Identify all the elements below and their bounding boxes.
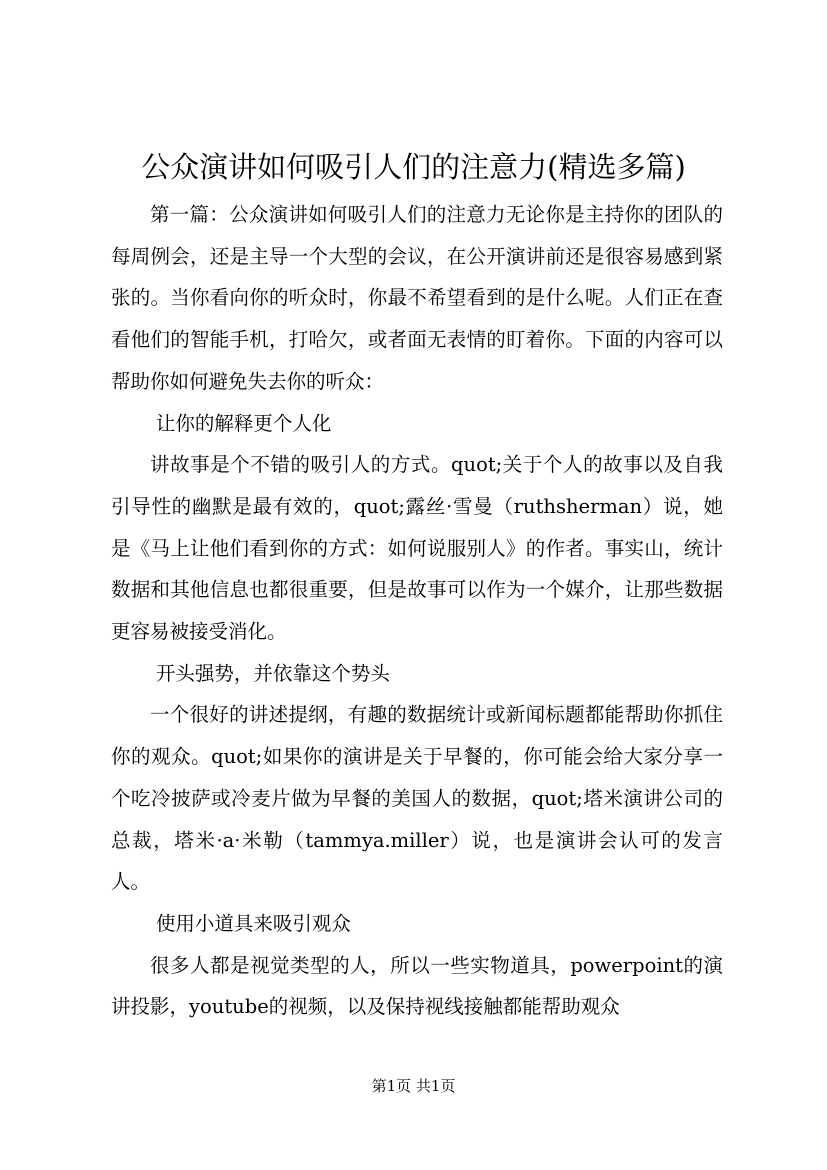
document-body: [111, 194, 723, 1028]
page-footer: 第1页 共1页: [371, 1077, 456, 1095]
section-heading-personalize: 让你的解释更个人化: [155, 411, 332, 435]
document-title: 公众演讲如何吸引人们的注意力(精选多篇): [141, 150, 686, 184]
section-heading-props: 使用小道具来吸引观众: [155, 911, 351, 935]
paragraph-intro: 第一篇：公众演讲如何吸引人们的注意力无论你是主持你的团队的每周例会，还是主导一个大型的会议，在公开演讲前还是很容易感到紧张的。当你看向你的听众时，你最不希望看到的是什么呢。人们正在查看他们的智能手机，打哈欠，或者面无表情的盯着你。下面的内容可以帮助你如何避免失去你的听众：: [111, 203, 723, 393]
section-heading-strong-opening: 开头强势，并依靠这个势头: [155, 661, 390, 685]
paragraph-props: 很多人都是视觉类型的人，所以一些实物道具，powerpoint的演讲投影，youtube的视频，以及保持视线接触都能帮助观众: [111, 953, 723, 1019]
paragraph-storytelling: 讲故事是个不错的吸引人的方式。quot;关于个人的故事以及自我引导性的幽默是最有效的，quot;露丝·雪曼（ruthsherman）说，她是《马上让他们看到你的方式：如何说服别人》的作者。事实山，统计数据和其他信息也都很重要，但是故事可以作为一个媒介，让那些数据更容易被接受消化。: [111, 453, 723, 644]
paragraph-opening: 一个很好的讲述提纲，有趣的数据统计或新闻标题都能帮助你抓住你的观众。quot;如果你的演讲是关于早餐的，你可能会给大家分享一个吃冷披萨或冷麦片做为早餐的美国人的数据，quot;塔米演讲公司的总裁，塔米·a·米勒（tammya.miller）说，也是演讲会认可的发言人。: [111, 703, 723, 894]
